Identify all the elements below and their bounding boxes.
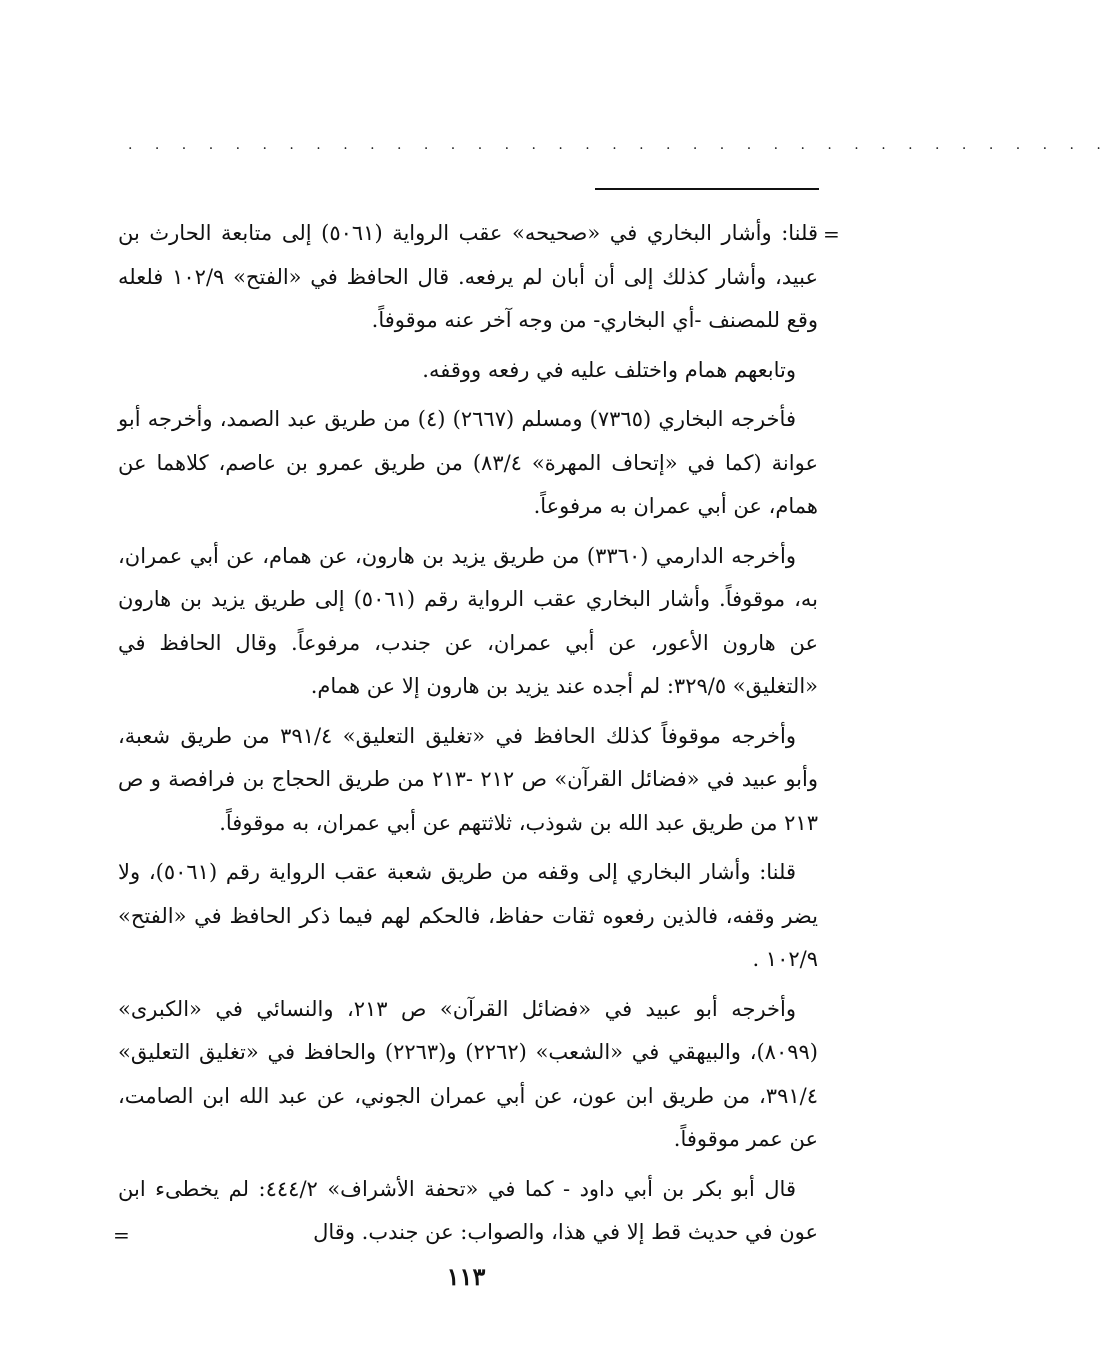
footnote-paragraph: وأخرجه أبو عبيد في «فضائل القرآن» ص ٢١٣، والنسائي في «الكبرى» (٨٠٩٩)، والبيهقي في «الشعب» (٢٢٦٢) و(٢٢٦٣) والحافظ في «تغليق التعليق» ٣٩١/٤، من طريق ابن عون، عن أبي عمران الجوني، عن عبد الله ابن الصامت، عن عمر موقوفاً.: [118, 996, 818, 1151]
footnote-paragraph: وتابعهم همام واختلف عليه في رفعه ووقفه.: [422, 357, 796, 382]
footnote-paragraph: فأخرجه البخاري (٧٣٦٥) ومسلم (٢٦٦٧) (٤) من طريق عبد الصمد، وأخرجه أبو عوانة (كما في «إتحاف المهرة» ٨٣/٤) من طريق عمرو بن عاصم، كلاهما عن همام، عن أبي عمران به مرفوعاً.: [118, 407, 818, 518]
continuation-marker-bottom: =: [113, 1223, 130, 1247]
footnote-paragraph: وأخرجه موقوفاً كذلك الحافظ في «تغليق التعليق» ٣٩١/٤ من طريق شعبة، وأبو عبيد في «فضائل القرآن» ص ٢١٢ -٢١٣ من طريق الحجاج بن فرافصة و ص ٢١٣ من طريق عبد الله بن شوذب، ثلاثتهم عن أبي عمران، به موقوفاً.: [118, 723, 819, 835]
footnote-paragraph: قال أبو بكر بن أبي داود - كما في «تحفة الأشراف» ٤٤٤/٢: لم يخطىء ابن عون في حديث قط إلا في هذا، والصواب: عن جندب. وقال: [118, 1176, 818, 1244]
dotted-separator: . . . . . . . . . . . . . . . . . . . . . . . . . . . . . . . . . . . . .: [128, 137, 1110, 153]
footnote-paragraph: قلنا: وأشار البخاري في «صحيحه» عقب الرواية (٥٠٦١) إلى متابعة الحارث بن عبيد، وأشار كذلك إلى أن أبان لم يرفعه. قال الحافظ في «الفتح» ١٠٢/٩ فلعله وقع للمصنف -أي البخاري- من وجه آخر عنه موقوفاً.: [118, 221, 818, 332]
footnote-paragraph: وأخرجه الدارمي (٣٣٦٠) من طريق يزيد بن هارون، عن همام، عن أبي عمران، به، موقوفاً. وأشار البخاري عقب الرواية رقم (٥٠٦١) إلى طريق يزيد بن هارون عن هارون الأعور، عن أبي عمران، عن جندب، مرفوعاً. وقال الحافظ في «التغليق» ٣٢٩/٥: لم أجده عند يزيد بن هارون إلا عن همام.: [118, 543, 818, 698]
page-number: ١١٣: [446, 1262, 486, 1291]
footnote-paragraph: قلنا: وأشار البخاري إلى وقفه من طريق شعبة عقب الرواية رقم (٥٠٦١)، ولا يضر وقفه، فالذين رفعوه ثقات حفاظ، فالحكم لهم فيما ذكر الحافظ في «الفتح» ١٠٢/٩ .: [118, 860, 818, 971]
footnote-rule: [595, 188, 819, 190]
footnote-body: [118, 212, 818, 1261]
continuation-marker-top: =: [823, 222, 840, 246]
